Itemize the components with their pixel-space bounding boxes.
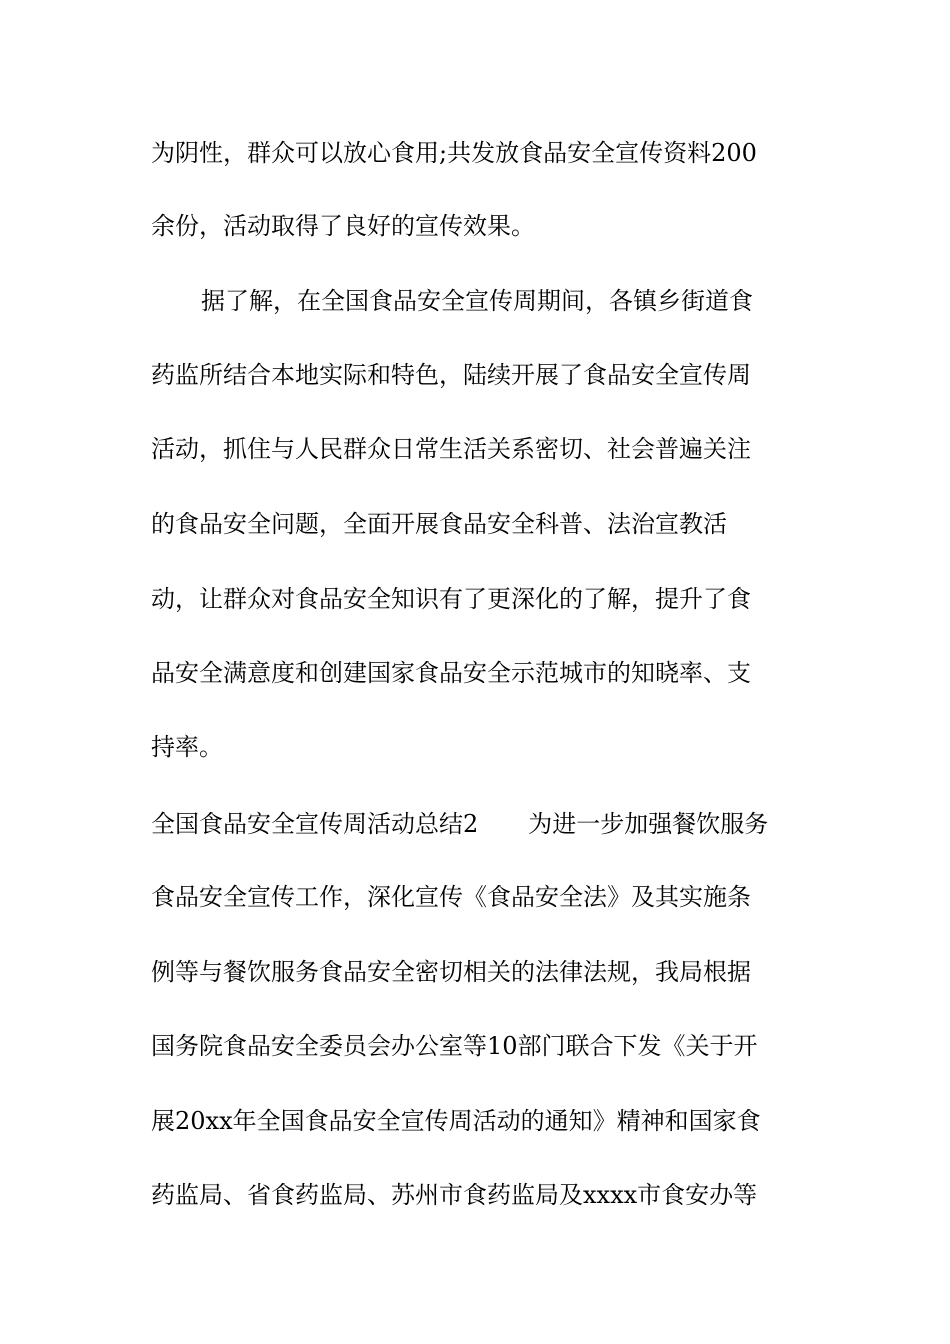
text-line-5: 活动，抓住与人民群众日常生活关系密切、社会普遍关注 <box>151 435 751 463</box>
heading-continuation: 为进一步加强餐饮服务 <box>528 810 769 838</box>
text-line-9: 持率。 <box>151 733 223 761</box>
text-line-8: 品安全满意度和创建国家食品安全示范城市的知晓率、支 <box>151 659 751 687</box>
text-line-6: 的食品安全问题，全面开展食品安全科普、法治宣教活 <box>151 510 727 538</box>
text-line-15: 药监局、省食药监局、苏州市食药监局及xxxx市食安办等 <box>151 1181 758 1209</box>
section-heading-line <box>151 809 768 839</box>
text-line-12: 例等与餐饮服务食品安全密切相关的法律法规，我局根据 <box>151 958 751 986</box>
section-heading: 全国食品安全宣传周活动总结2 <box>151 810 479 838</box>
text-line-4: 药监所结合本地实际和特色，陆续开展了食品安全宣传周 <box>151 361 751 389</box>
text-line-7: 动，让群众对食品安全知识有了更深化的了解，提升了食 <box>151 585 751 613</box>
text-line-11: 食品安全宣传工作，深化宣传《食品安全法》及其实施条 <box>151 883 751 911</box>
text-line-2: 余份，活动取得了良好的宣传效果。 <box>151 212 535 240</box>
text-line-13: 国务院食品安全委员会办公室等10部门联合下发《关于开 <box>151 1032 758 1060</box>
text-line-1: 为阴性，群众可以放心食用;共发放食品安全宣传资料200 <box>151 139 757 167</box>
text-line-14: 展20xx年全国食品安全宣传周活动的通知》精神和国家食 <box>151 1107 761 1135</box>
paragraph-indent-line: 据了解，在全国食品安全宣传周期间，各镇乡街道食 <box>201 287 753 315</box>
